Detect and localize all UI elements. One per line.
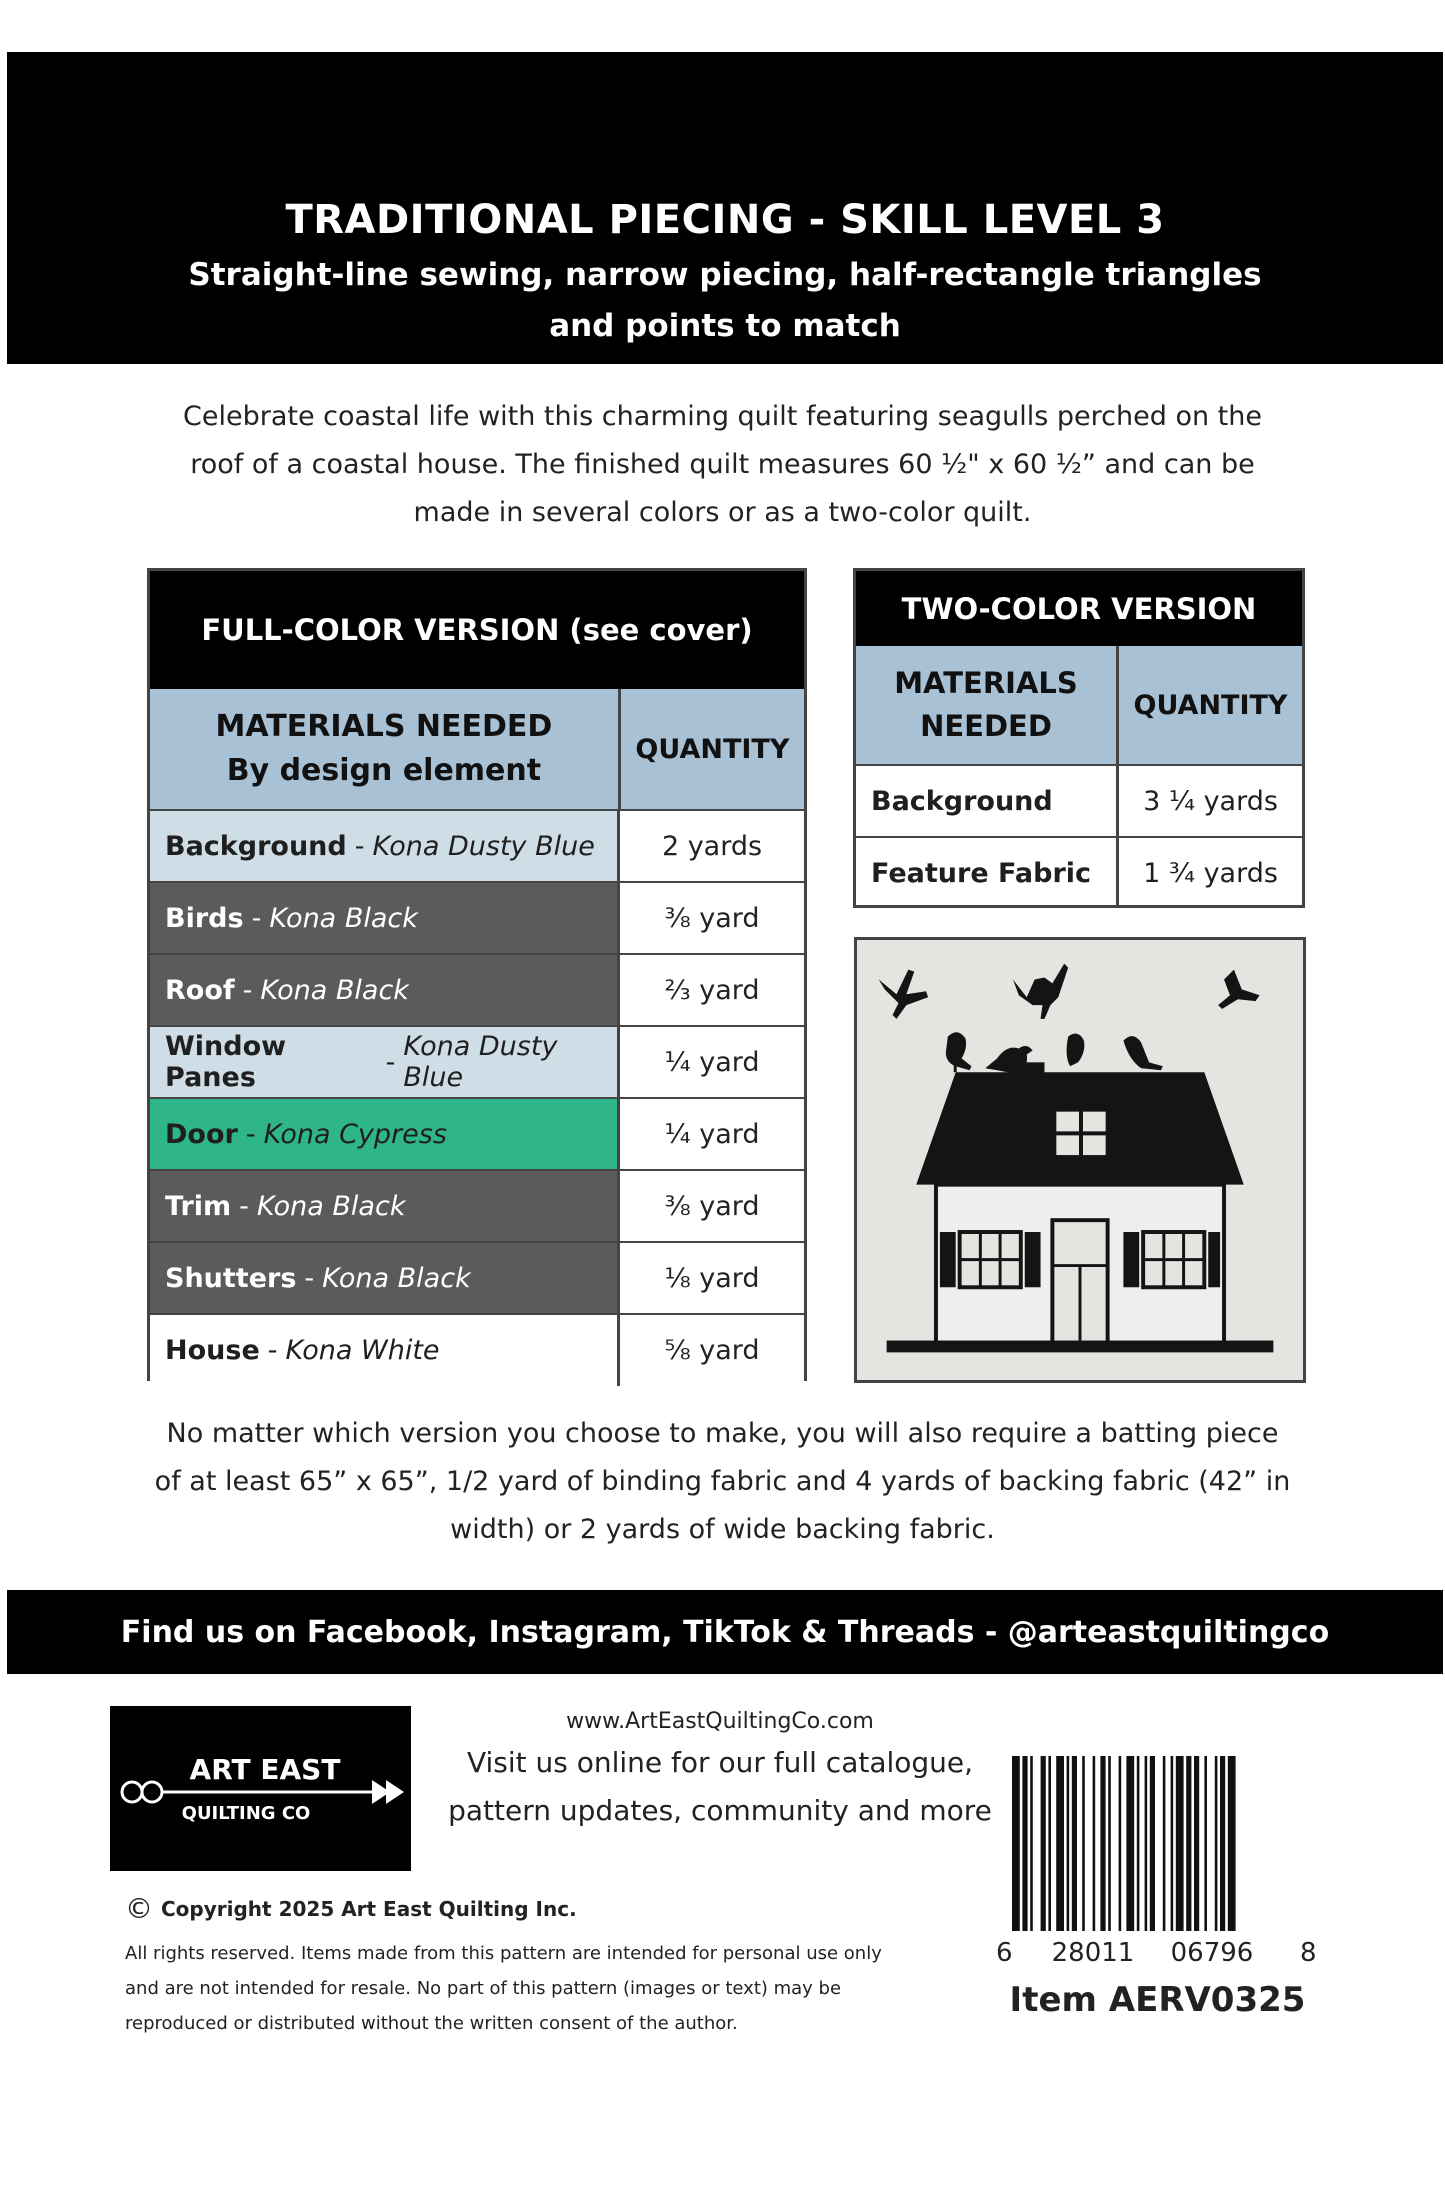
barcode-bar [1108,1756,1111,1931]
table-row [150,1243,804,1315]
table-row [150,1171,804,1243]
full-color-table-title: FULL-COLOR VERSION (see cover) [150,571,804,689]
barcode-digits-left: 28011 [1051,1938,1135,1966]
rights-notice: All rights reserved. Items made from this pattern are intended for personal use only and are not intended for resale. No part of this pattern (images or text) may be reproduced or distributed without the written consent of the author. [125,1943,882,2034]
website-url[interactable]: www.ArtEastQuiltingCo.com [566,1709,874,1734]
barcode-bar [1067,1756,1070,1931]
full-color-table-header [150,689,804,811]
two-color-table [853,568,1305,908]
full-color-table [147,568,807,1381]
table-row [856,838,1302,908]
barcode-bar [1041,1756,1046,1931]
barcode-bar [1012,1756,1020,1931]
fabric-name: Kona White [285,1335,440,1366]
barcode-bar [1171,1756,1174,1931]
quantity-cell: ⅝ yard [620,1315,804,1386]
logo-subtitle: QUILTING CO [181,1803,311,1824]
intro-paragraph: Celebrate coastal life with this charming quilt featuring seagulls perched on the roof of a coastal house. The finished quilt measures 60 ½" x 60 ½” and can be made in several colors or as a two-color quilt. [183,401,1262,528]
quantity-cell: ¼ yard [620,1027,804,1097]
barcode-bar [1082,1756,1085,1931]
material-name: Roof [165,974,235,1006]
barcode-digit-suffix: 8 [1300,1938,1317,1966]
quantity-cell: ⅜ yard [620,883,804,953]
quantity-column-header: QUANTITY [635,733,790,765]
copyright-text: Copyright 2025 Art East Quilting Inc. [161,1896,577,1921]
fabric-name: Kona Dusty Blue [372,830,595,862]
fabric-name: Kona Black [260,974,409,1006]
full-color-rows [150,811,804,1386]
header-subtitle: Straight-line sewing, narrow piecing, half-rectangle triangles and points to match [188,257,1262,344]
material-cell: Trim - Kona Black [150,1171,620,1241]
material-cell: House - Kona White [150,1315,620,1386]
material-name: House [165,1335,260,1366]
materials-header-line2: By design element [226,753,542,788]
table-row [150,811,804,883]
table-row [150,1099,804,1171]
barcode-bar [1072,1756,1077,1931]
material-name: Background [165,830,347,862]
fabric-name: Kona Black [256,1190,406,1222]
material-cell: Door - Kona Cypress [150,1099,620,1169]
barcode-bar [1048,1756,1051,1931]
barcode [990,1756,1320,1966]
material-cell: Window Panes - Kona Dusty Blue [150,1027,620,1097]
quantity-cell: ⅛ yard [620,1243,804,1313]
fabric-name: Kona Black [269,902,418,934]
material-cell: Shutters - Kona Black [150,1243,620,1313]
barcode-bar [1093,1756,1096,1931]
materials-header-line1: MATERIALS NEEDED [215,709,553,744]
copyright-line [125,1892,577,1925]
materials-column-header [150,689,621,809]
quantity-cell: 2 yards [620,811,804,881]
barcode-bar [1215,1756,1218,1931]
copyright-icon: © [125,1892,153,1925]
quantity-cell: 1 ¾ yards [1143,857,1278,889]
barcode-bar [1022,1756,1027,1931]
barcode-bar [1100,1756,1105,1931]
quantity-cell: 3 ¼ yards [1143,785,1278,817]
material-name: Feature Fabric [856,838,1119,908]
barcode-bar [1150,1756,1155,1931]
material-cell: Roof - Kona Black [150,955,620,1025]
barcode-bar [1194,1756,1199,1931]
website-tagline-2: pattern updates, community and more [448,1794,992,1827]
material-cell: Birds - Kona Black [150,883,620,953]
table-row [150,1315,804,1386]
barcode-bar [1145,1756,1148,1931]
quantity-cell: ⅜ yard [620,1171,804,1241]
barcode-bar [1163,1756,1166,1931]
table-row [150,955,804,1027]
table-row [150,883,804,955]
quantity-cell: ¼ yard [620,1099,804,1169]
batting-note: No matter which version you choose to make, you will also require a batting piece of at least 65” x 65”, 1/2 yard of binding fabric and 4 yards of backing fabric (42” in width) or 2 yards of wide backing fabric. [154,1418,1291,1545]
barcode-digits-right: 06796 [1170,1938,1254,1966]
material-name: Birds [165,902,244,934]
item-code: Item AERV0325 [1009,1980,1306,2020]
barcode-bar [1176,1756,1184,1931]
barcode-bar [1126,1756,1134,1931]
fabric-name: Kona Black [322,1262,471,1294]
barcode-bar [1030,1756,1033,1931]
fabric-name: Kona Cypress [263,1118,447,1150]
barcode-digit-prefix: 6 [996,1938,1013,1966]
barcode-bar [1228,1756,1236,1931]
logo-title: ART EAST [189,1753,341,1786]
website-block [440,1705,1000,1835]
materials-column-header: MATERIALS NEEDED [856,646,1119,764]
two-color-table-header [856,646,1302,766]
table-row [150,1027,804,1099]
social-media-banner: Find us on Facebook, Instagram, TikTok & Threads - @arteastquiltingco [7,1590,1443,1674]
quantity-cell: ⅔ yard [620,955,804,1025]
barcode-bar [1137,1756,1140,1931]
quantity-column-header: QUANTITY [1133,689,1288,721]
art-east-logo [110,1706,411,1871]
barcode-bar [1119,1756,1122,1931]
header-title: TRADITIONAL PIECING - SKILL LEVEL 3 [285,197,1165,243]
barcode-bar [1204,1756,1207,1931]
fabric-name: Kona Dusty Blue [403,1031,558,1093]
two-color-table-title: TWO-COLOR VERSION [856,571,1302,646]
material-name: Trim [165,1190,232,1222]
material-name: Background [856,766,1119,836]
material-name: Door [165,1118,238,1150]
material-name: Window Panes [165,1031,287,1093]
barcode-bar [1056,1756,1064,1931]
barcode-bar [1220,1756,1225,1931]
barcode-bar [1186,1756,1191,1931]
material-name: Shutters [165,1262,297,1294]
material-cell: Background - Kona Dusty Blue [150,811,620,881]
header-band [7,52,1443,364]
table-row [856,766,1302,838]
website-tagline-1: Visit us online for our full catalogue, [466,1746,974,1779]
quilt-image [854,937,1306,1383]
